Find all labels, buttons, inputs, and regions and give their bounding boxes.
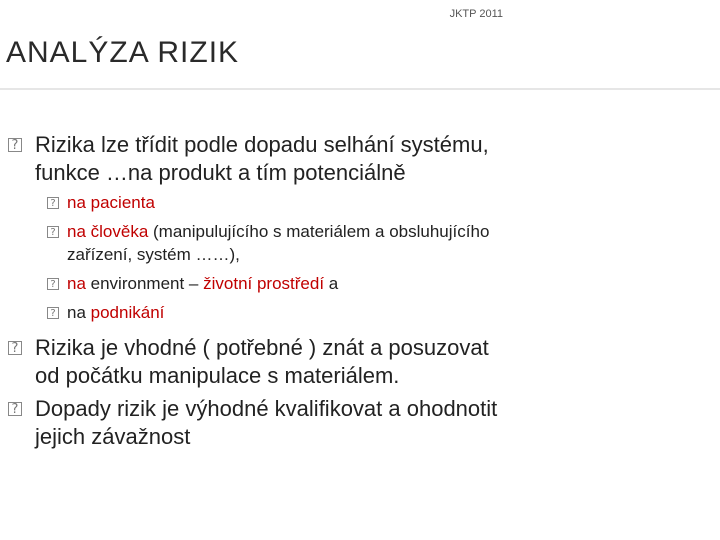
sub-bullet-2: [67, 220, 687, 243]
sub-bullet-icon: ?: [47, 278, 59, 290]
sub-bullet-3-mid: environment –: [85, 274, 204, 293]
sub-bullet-3-end: a: [324, 274, 339, 293]
bullet-1-line-2: funkce …na produkt a tím potenciálně: [35, 160, 406, 185]
sub-bullet-3-red-2: životní prostředí: [203, 274, 325, 293]
bullet-3-line-2: jejich závažnost: [35, 424, 191, 449]
bullet-icon: ?: [8, 402, 22, 416]
sub-bullet-2-continuation: zařízení, systém ……),: [67, 245, 240, 264]
bullet-3-line-1: Dopady rizik je výhodné kvalifikovat a ohodnotit: [35, 396, 498, 421]
sub-bullet-icon: ?: [47, 197, 59, 209]
bullet-2-line-2: od počátku manipulace s materiálem.: [35, 363, 400, 388]
bullet-1-line-1: Rizika lze třídit podle dopadu selhání systému,: [35, 132, 489, 157]
sub-bullet-1-red: na pacienta: [67, 193, 155, 212]
sub-bullet-icon: ?: [47, 307, 59, 319]
sub-bullet-4: [67, 301, 687, 324]
sub-bullet-1: [67, 191, 687, 214]
sub-bullet-2-rest: (manipulujícího s materiálem a obsluhujícího: [148, 222, 490, 241]
bullet-icon: ?: [8, 341, 22, 355]
bullet-icon: ?: [8, 138, 22, 152]
sub-bullet-3: [67, 272, 687, 295]
sub-bullet-4-red: podnikání: [90, 303, 165, 322]
sub-bullet-3-red-1: na: [67, 274, 86, 293]
sub-bullet-4-pre: na: [67, 303, 91, 322]
sub-bullet-2-red: na člověka: [67, 222, 149, 241]
sub-bullet-icon: ?: [47, 226, 59, 238]
page-title: ANALÝZA RIZIK: [6, 36, 240, 69]
title-divider: [0, 88, 720, 90]
header-label: JKTP 2011: [449, 8, 503, 20]
bullet-2-line-1: Rizika je vhodné ( potřebné ) znát a posuzovat: [35, 335, 489, 360]
